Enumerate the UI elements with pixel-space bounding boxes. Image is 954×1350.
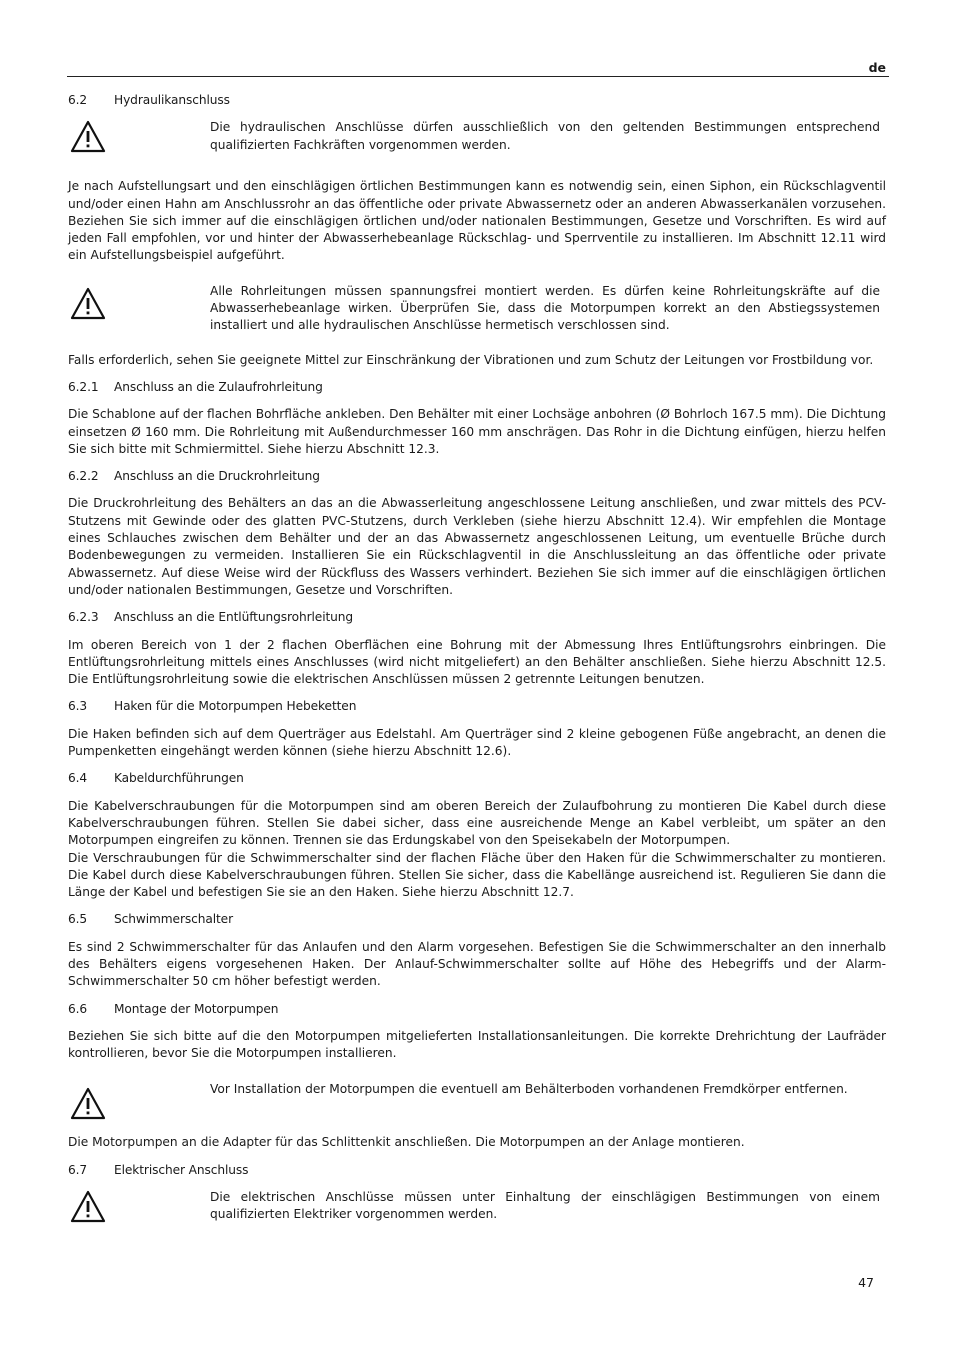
warning-block (68, 283, 886, 335)
paragraph: Die Kabelverschraubungen für die Motorpumpen sind am oberen Bereich der Zulaufbohrung zu montieren Die Kabel durch diese Kabelverschraubungen führen. Stellen Sie dabei sicher, dass eine ausreichende Menge an Kabel verbleibt, um später an den Motorpumpen eingreifen zu können. Trennen sie das Erdungskabel von den Speisekabeln der Motorpumpen. (68, 798, 886, 848)
warning-text: Die elektrischen Anschlüsse müssen unter Einhaltung der einschlägigen Bestimmungen von einem qualifizierten Elektriker vorgenommen werden. (210, 1190, 880, 1222)
heading-6-4: 6.4 Kabeldurchführungen (68, 771, 244, 786)
warning-block (68, 119, 886, 159)
language-code: de (868, 60, 886, 75)
warning-triangle-icon (70, 287, 106, 320)
paragraph: Beziehen Sie sich bitte auf die den Motorpumpen mitgelieferten Installationsanleitungen. Die korrekte Drehrichtung der Laufräder kontrollieren, bevor Sie die Motorpumpen installieren. (68, 1028, 886, 1061)
heading-6-3: 6.3 Haken für die Motorpumpen Hebeketten (68, 699, 357, 714)
paragraph: Die Haken befinden sich auf dem Querträger aus Edelstahl. Am Querträger sind 2 kleine gebogenen Füße angebracht, an denen die Pumpenketten eingehängt werden können (siehe hierzu Abschnitt 12.6). (68, 726, 886, 759)
warning-text: Vor Installation der Motorpumpen die eventuell am Behälterboden vorhandenen Fremdkörper entfernen. (210, 1082, 848, 1097)
paragraph: Die Motorpumpen an die Adapter für das Schlittenkit anschließen. Die Motorpumpen an der Anlage montieren. (68, 1135, 745, 1150)
paragraph: Falls erforderlich, sehen Sie geeignete Mittel zur Einschränkung der Vibrationen und zum Schutz der Leitungen vor Frostbildung vor. (68, 352, 874, 367)
warning-block (68, 1189, 886, 1229)
heading-6-6: 6.6 Montage der Motorpumpen (68, 1001, 279, 1016)
paragraph: Die Verschraubungen für die Schwimmerschalter sind der flachen Fläche über den Haken für die Schwimmerschalter zu montieren. Die Kabel durch diese Kabelverschraubungen führen. Stellen Sie sicher, dass die Kabellänge ausreichend ist. Regulieren Sie dann die Länge der Kabel und befestigen Sie sie an den Haken. Siehe hierzu Abschnitt 12.7. (68, 850, 886, 900)
paragraph: Im oberen Bereich von 1 der 2 flachen Oberflächen eine Bohrung mit der Abmessung Ihres Entlüftungsrohrs einbringen. Die Entlüftungsrohrleitung mittels eines Anschlusses (wird nicht mitgeliefert) an den Behälter anschließen. Siehe hierzu Abschnitt 12.5. Die Entlüftungsrohrleitung sowie die elektrischen Anschlüssen müssen 2 getrennte Leitungen benutzen. (68, 637, 886, 687)
heading-6-2-3: 6.2.3 Anschluss an die Entlüftungsrohrleitung (68, 610, 354, 625)
paragraph: Es sind 2 Schwimmerschalter für das Anlaufen und den Alarm vorgesehen. Befestigen Sie die Schwimmerschalter an den innerhalb des Behälters eigens vorgesehenen Haken. Der Anlauf-Schwimmerschalter sollte auf Höhe des Hebegriffs und der Alarm-Schwimmerschalter 50 cm höher befestigt werden. (68, 939, 886, 989)
header-rule (67, 76, 889, 77)
warning-text: Die hydraulischen Anschlüsse dürfen ausschließlich von den geltenden Bestimmungen entsprechend qualifizierten Fachkräften vorgenommen werden. (210, 120, 880, 152)
heading-6-2: 6.2 Hydraulikanschluss (68, 93, 230, 107)
document-body (68, 92, 886, 1229)
heading-6-2-2: 6.2.2 Anschluss an die Druckrohrleitung (68, 469, 320, 484)
paragraph: Die Schablone auf der flachen Bohrfläche ankleben. Den Behälter mit einer Lochsäge anbohren (Ø Bohrloch 167.5 mm). Die Dichtung einsetzen Ø 160 mm. Die Rohrleitung mit Außendurchmesser 160 mm anschrägen. Das Rohr in die Dichtung einfügen, hierzu helfen Sie sich bitte mit Schmiermittel. Siehe hierzu Abschnitt 12.3. (68, 407, 886, 456)
warning-block (68, 1079, 886, 1125)
heading-6-5: 6.5 Schwimmerschalter (68, 912, 233, 927)
warning-text: Alle Rohrleitungen müssen spannungsfrei montiert werden. Es dürfen keine Rohrleitungskräfte auf die Abwasserhebeanlage wirken. Überprüfen Sie, dass die Motorpumpen korrekt an den Abstiegssystemen installiert und alle hydraulischen Anschlüsse hermetisch verschlossen sind. (210, 283, 880, 333)
warning-triangle-icon (70, 1087, 106, 1120)
warning-triangle-icon (70, 120, 106, 153)
paragraph: Die Druckrohrleitung des Behälters an das an die Abwasserleitung angeschlossene Leitung anschließen, und zwar mittels des PCV-Stutzens mit Gewinde oder des glatten PVC-Stutzens, durch Verkleben (siehe hierzu Abschnitt 12.4). Wir empfehlen die Montage eines Schlauches zwischen dem Behälter und der an das Abwassernetz angeschlossenen Leitung, um eventuelle Brüche durch Bodenbewegungen zu vermeiden. Installieren Sie ein Rückschlagventil in die Anschlussleitung an das öffentliche oder private Abwassernetz. Auf diese Weise wird der Rückfluss des Wassers verhindert. Beziehen Sie sich immer auf die einschlägigen örtlichen und/oder nationalen Bestimmungen, Gesetze und Vorschriften. (68, 496, 886, 597)
heading-6-7: 6.7 Elektrischer Anschluss (68, 1162, 249, 1177)
heading-6-2-1: 6.2.1 Anschluss an die Zulaufrohrleitung (68, 379, 323, 394)
paragraph: Je nach Aufstellungsart und den einschlägigen örtlichen Bestimmungen kann es notwendig sein, einen Siphon, ein Rückschlagventil und/oder einen Hahn am Anschlussrohr an das öffentliche oder private Abwassernetz oder an anderen Abwasserkanälen vorzusehen. Beziehen Sie sich immer auf die einschlägigen örtlichen und/oder nationalen Bestimmungen, Gesetze und Vorschriften. Es wird auf jeden Fall empfohlen, vor und hinter der Abwasserhebeanlage Rückschlag- und Sperrventile zu installieren. Im Abschnitt 12.11 wird ein Aufstellungsbeispiel aufgeführt. (68, 179, 886, 263)
page-number: 47 (858, 1275, 874, 1290)
warning-triangle-icon (70, 1190, 106, 1223)
